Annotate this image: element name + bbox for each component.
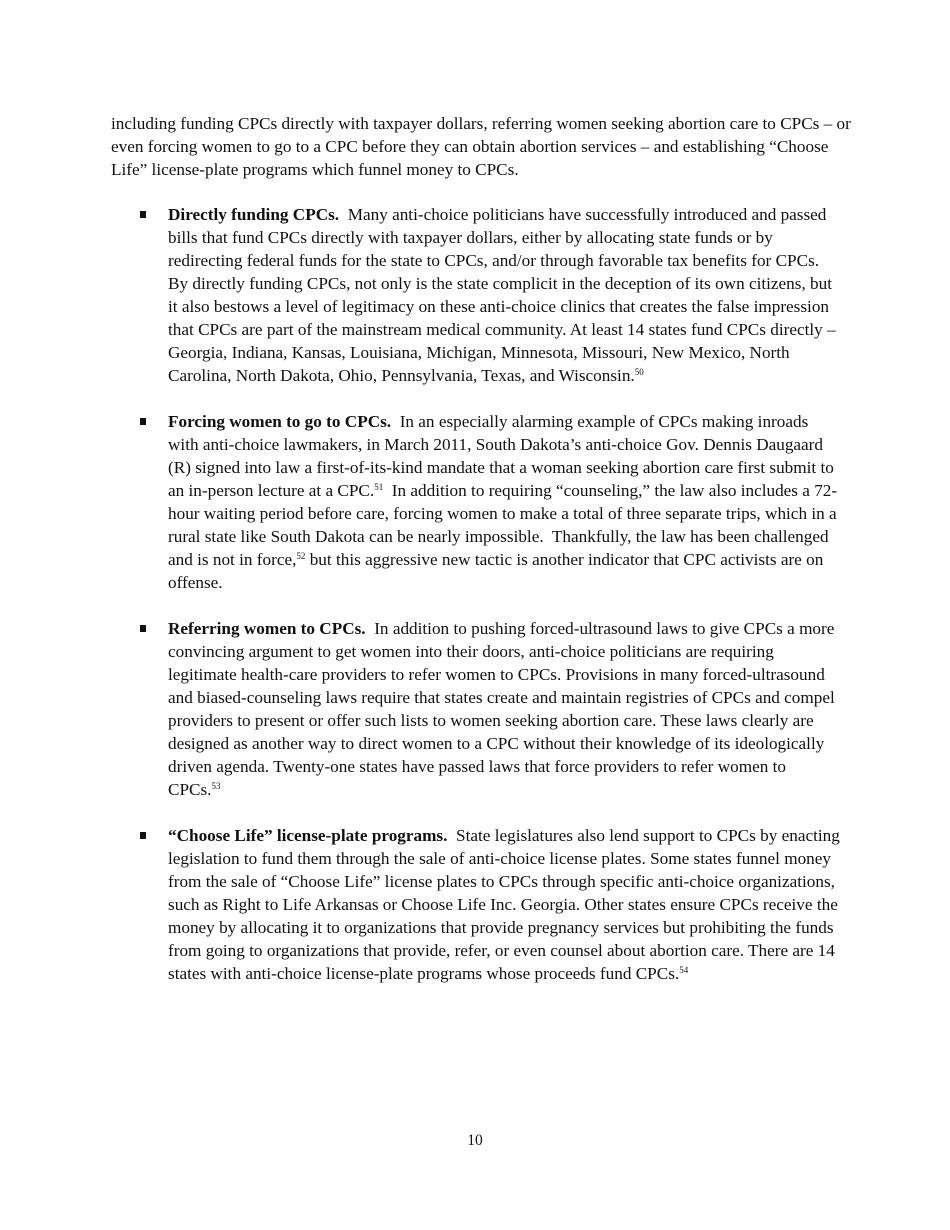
bullet-item-directly-funding — [0, 203, 950, 387]
bullet-body: In addition to pushing forced-ultrasound laws to give CPCs a more convincing argument to get women into their doors, anti-choice politicians are requiring legitimate health-care providers to refer women to CPCs. Provisions in many forced-ultrasound and biased-counseling laws require that states create and maintain registries of CPCs and compel providers to present or offer such lists to women seeking abortion care. These laws clearly are designed as another way to direct women to a CPC without their knowledge of its ideologically driven agenda. Twenty-one states have passed laws that force providers to refer women to CPCs. — [168, 619, 835, 799]
bullet-heading: Directly funding CPCs. — [168, 205, 340, 224]
footnote-ref: 52 — [296, 551, 306, 561]
square-bullet-icon — [140, 832, 146, 839]
bullet-text — [168, 824, 840, 985]
bullet-heading: “Choose Life” license-plate programs. — [168, 826, 448, 845]
bullet-text — [168, 617, 840, 801]
footnote-ref: 54 — [679, 965, 689, 975]
bullet-item-referring-women — [0, 617, 950, 801]
bullet-body: State legislatures also lend support to CPCs by enacting legislation to fund them through the sale of anti-choice license plates. Some states funnel money from the sale of “Choose Life” license plates to CPCs through specific anti-choice organizations, such as Right to Life Arkansas or Choose Life Inc. Georgia. Other states ensure CPCs receive the money by allocating it to organizations that provide pregnancy services but prohibiting the funds from going to organizations that provide, refer, or even counsel about abortion care. There are 14 states with anti-choice license-plate programs whose proceeds fund CPCs. — [168, 826, 840, 983]
bullet-item-choose-life — [0, 824, 950, 985]
intro-paragraph: including funding CPCs directly with taxpayer dollars, referring women seeking abortion care to CPCs – or even forcing women to go to a CPC before they can obtain abortion services – and establishing “Choose Life” license-plate programs which funnel money to CPCs. — [111, 114, 851, 179]
bullet-heading: Referring women to CPCs. — [168, 619, 366, 638]
square-bullet-icon — [140, 625, 146, 632]
footnote-ref: 50 — [634, 367, 644, 377]
bullet-body-end: but this aggressive new tactic is another indicator that CPC activists are on offense. — [168, 550, 824, 592]
bullet-text — [168, 410, 840, 594]
page-number: 10 — [467, 1132, 483, 1149]
square-bullet-icon — [140, 211, 146, 218]
bullet-heading: Forcing women to go to CPCs. — [168, 412, 392, 431]
bullet-body: Many anti-choice politicians have successfully introduced and passed bills that fund CPCs directly with taxpayer dollars, either by allocating state funds or by redirecting federal funds for the state to CPCs, and/or through favorable tax benefits for CPCs. By directly funding CPCs, not only is the state complicit in the deception of its own citizens, but it also bestows a level of legitimacy on these anti-choice clinics that creates the false impression that CPCs are part of the mainstream medical community. At least 14 states fund CPCs directly – Georgia, Indiana, Kansas, Louisiana, Michigan, Minnesota, Missouri, New Mexico, North Carolina, North Dakota, Ohio, Pennsylvania, Texas, and Wisconsin. — [168, 205, 836, 385]
bullet-body-continued: In addition to requiring “counseling,” the law also includes a 72-hour waiting period before care, forcing women to make a total of three separate trips, which in a rural state like South Dakota can be nearly impossible. Thankfully, the law has been challenged and is not in force, — [168, 481, 841, 569]
bullet-body: In an especially alarming example of CPCs making inroads with anti-choice lawmakers, in March 2011, South Dakota’s anti-choice Gov. Dennis Daugaard (R) signed into law a first-of-its-kind mandate that a woman seeking abortion care first submit to an in-person lecture at a CPC. — [168, 412, 834, 500]
square-bullet-icon — [140, 418, 146, 425]
bullet-item-forcing-women — [0, 410, 950, 594]
footnote-ref: 51 — [374, 482, 384, 492]
footnote-ref: 53 — [211, 781, 221, 791]
bullet-list — [0, 203, 950, 1008]
bullet-text — [168, 203, 840, 387]
